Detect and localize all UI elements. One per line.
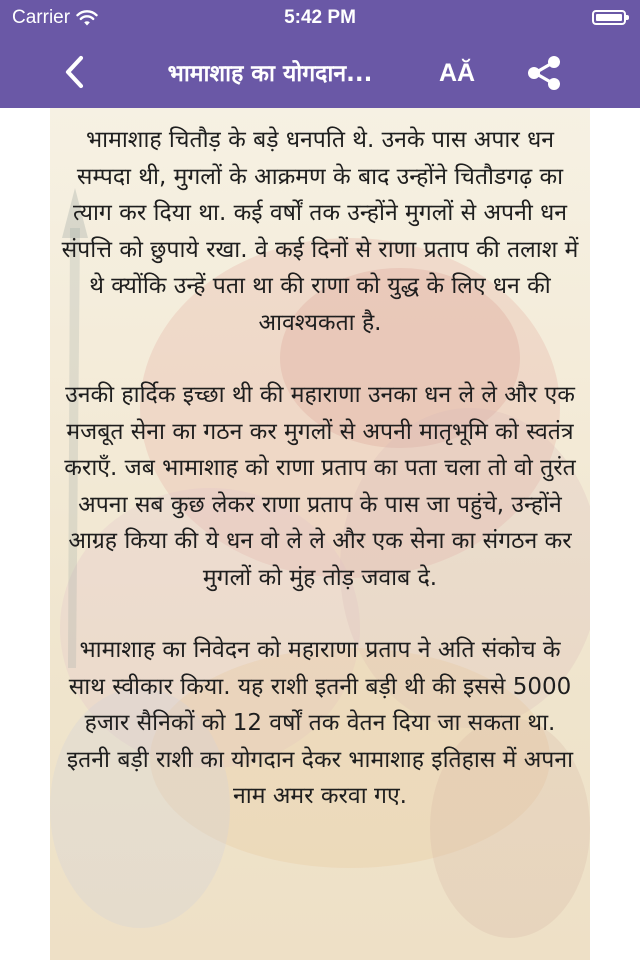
app-header (0, 0, 640, 108)
article-body (60, 122, 580, 851)
right-margin (590, 108, 640, 960)
status-bar (0, 0, 640, 36)
chevron-left-icon (63, 55, 85, 89)
article-paragraph: भामाशाह चितौड़ के बड़े धनपति थे. उनके पास अपार धन सम्पदा थी, मुगलों के आक्रमण के बाद उन्होंने चितौडगढ़ का त्याग कर दिया था. कई वर्षों तक उन्होंने मुगलों से अपनी धन संपत्ति को छुपाये रखा. वे कई दिनों से राणा प्रताप की तलाश में थे क्योंकि उन्हें पता था की राणा को युद्ध के लिए धन की आवश्यकता है. (61, 127, 579, 336)
font-size-button[interactable]: AĂ (438, 58, 476, 87)
share-button[interactable] (520, 52, 568, 94)
article-paragraph: उनकी हार्दिक इच्छा थी की महाराणा उनका धन ले ले और एक मजबूत सेना का गठन कर मुगलों से अपनी मातृभूमि को स्वतंत्र कराएँ. जब भामाशाह को राणा प्रताप का पता चला तो वो तुरंत अपना सब कुछ लेकर राणा प्रताप के पास जा पहुंचे, उन्होंने आग्रह किया की ये धन वो ले ले और एक सेना का संगठन कर मुगलों को मुंह तोड़ जवाब दे. (64, 382, 576, 591)
battery-icon (592, 10, 626, 25)
navigation-bar (0, 36, 640, 108)
article-paragraph: भामाशाह का निवेदन को महाराणा प्रताप ने अति संकोच के साथ स्वीकार किया. यह राशी इतनी बड़ी थी की इससे 5000 हजार सैनिकों को 12 वर्षों तक वेतन दिया जा सकता था. इतनी बड़ी राशी का योगदान देकर भामाशाह इतिहास में अपना नाम अमर करवा गए. (66, 637, 574, 809)
carrier-label: Carrier (12, 7, 71, 28)
article-container[interactable] (50, 108, 590, 960)
back-button[interactable] (50, 50, 98, 94)
share-icon (525, 54, 563, 92)
status-time: 5:42 PM (284, 7, 356, 28)
page-title: भामाशाह का योगदान... (167, 61, 373, 87)
left-margin (0, 108, 50, 960)
